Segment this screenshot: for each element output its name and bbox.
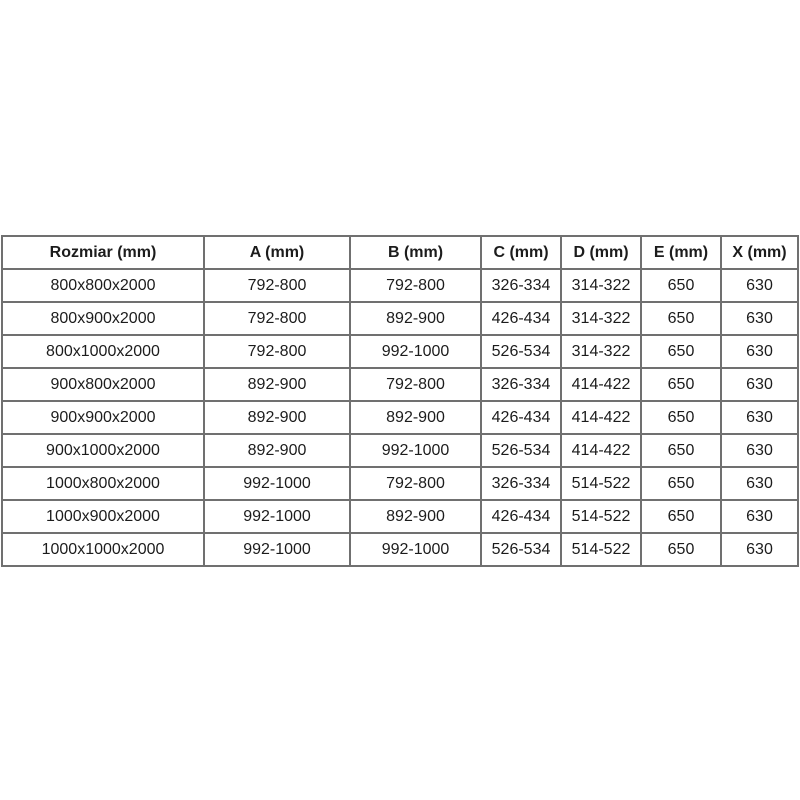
size-cell: 900x800x2000 [2, 368, 204, 401]
value-cell: 426-434 [481, 401, 561, 434]
table-header [2, 236, 798, 269]
value-cell: 326-334 [481, 467, 561, 500]
size-cell: 1000x900x2000 [2, 500, 204, 533]
value-cell: 992-1000 [204, 500, 350, 533]
value-cell: 526-534 [481, 335, 561, 368]
header-row [2, 236, 798, 269]
value-cell: 892-900 [204, 434, 350, 467]
table-row [2, 434, 798, 467]
value-cell: 892-900 [350, 500, 481, 533]
table-row [2, 533, 798, 566]
size-cell: 800x1000x2000 [2, 335, 204, 368]
value-cell: 326-334 [481, 269, 561, 302]
size-cell: 900x1000x2000 [2, 434, 204, 467]
value-cell: 650 [641, 269, 721, 302]
column-header-0: Rozmiar (mm) [2, 236, 204, 269]
value-cell: 426-434 [481, 302, 561, 335]
value-cell: 892-900 [204, 368, 350, 401]
value-cell: 314-322 [561, 269, 641, 302]
column-header-3: C (mm) [481, 236, 561, 269]
table-row [2, 401, 798, 434]
value-cell: 650 [641, 368, 721, 401]
value-cell: 630 [721, 533, 798, 566]
table-row [2, 500, 798, 533]
value-cell: 630 [721, 269, 798, 302]
value-cell: 892-900 [350, 302, 481, 335]
value-cell: 992-1000 [204, 467, 350, 500]
value-cell: 514-522 [561, 533, 641, 566]
dimensions-table [1, 235, 799, 567]
value-cell: 992-1000 [350, 434, 481, 467]
value-cell: 314-322 [561, 335, 641, 368]
column-header-2: B (mm) [350, 236, 481, 269]
value-cell: 414-422 [561, 434, 641, 467]
value-cell: 630 [721, 302, 798, 335]
table-row [2, 335, 798, 368]
value-cell: 314-322 [561, 302, 641, 335]
value-cell: 650 [641, 500, 721, 533]
value-cell: 792-800 [204, 302, 350, 335]
size-cell: 1000x1000x2000 [2, 533, 204, 566]
value-cell: 414-422 [561, 368, 641, 401]
value-cell: 892-900 [204, 401, 350, 434]
value-cell: 526-534 [481, 533, 561, 566]
value-cell: 650 [641, 434, 721, 467]
size-cell: 800x800x2000 [2, 269, 204, 302]
size-cell: 1000x800x2000 [2, 467, 204, 500]
value-cell: 892-900 [350, 401, 481, 434]
table-body [2, 269, 798, 566]
column-header-1: A (mm) [204, 236, 350, 269]
value-cell: 792-800 [204, 335, 350, 368]
value-cell: 514-522 [561, 467, 641, 500]
value-cell: 630 [721, 467, 798, 500]
value-cell: 650 [641, 533, 721, 566]
value-cell: 992-1000 [350, 335, 481, 368]
value-cell: 526-534 [481, 434, 561, 467]
value-cell: 630 [721, 401, 798, 434]
value-cell: 992-1000 [350, 533, 481, 566]
table-row [2, 269, 798, 302]
column-header-4: D (mm) [561, 236, 641, 269]
size-cell: 800x900x2000 [2, 302, 204, 335]
value-cell: 630 [721, 368, 798, 401]
value-cell: 514-522 [561, 500, 641, 533]
value-cell: 650 [641, 401, 721, 434]
value-cell: 650 [641, 302, 721, 335]
value-cell: 792-800 [350, 368, 481, 401]
value-cell: 792-800 [350, 269, 481, 302]
value-cell: 630 [721, 335, 798, 368]
value-cell: 326-334 [481, 368, 561, 401]
value-cell: 792-800 [204, 269, 350, 302]
table-row [2, 302, 798, 335]
value-cell: 414-422 [561, 401, 641, 434]
column-header-6: X (mm) [721, 236, 798, 269]
value-cell: 792-800 [350, 467, 481, 500]
size-cell: 900x900x2000 [2, 401, 204, 434]
table-row [2, 467, 798, 500]
value-cell: 992-1000 [204, 533, 350, 566]
table-row [2, 368, 798, 401]
value-cell: 650 [641, 335, 721, 368]
value-cell: 630 [721, 434, 798, 467]
value-cell: 426-434 [481, 500, 561, 533]
value-cell: 650 [641, 467, 721, 500]
value-cell: 630 [721, 500, 798, 533]
column-header-5: E (mm) [641, 236, 721, 269]
